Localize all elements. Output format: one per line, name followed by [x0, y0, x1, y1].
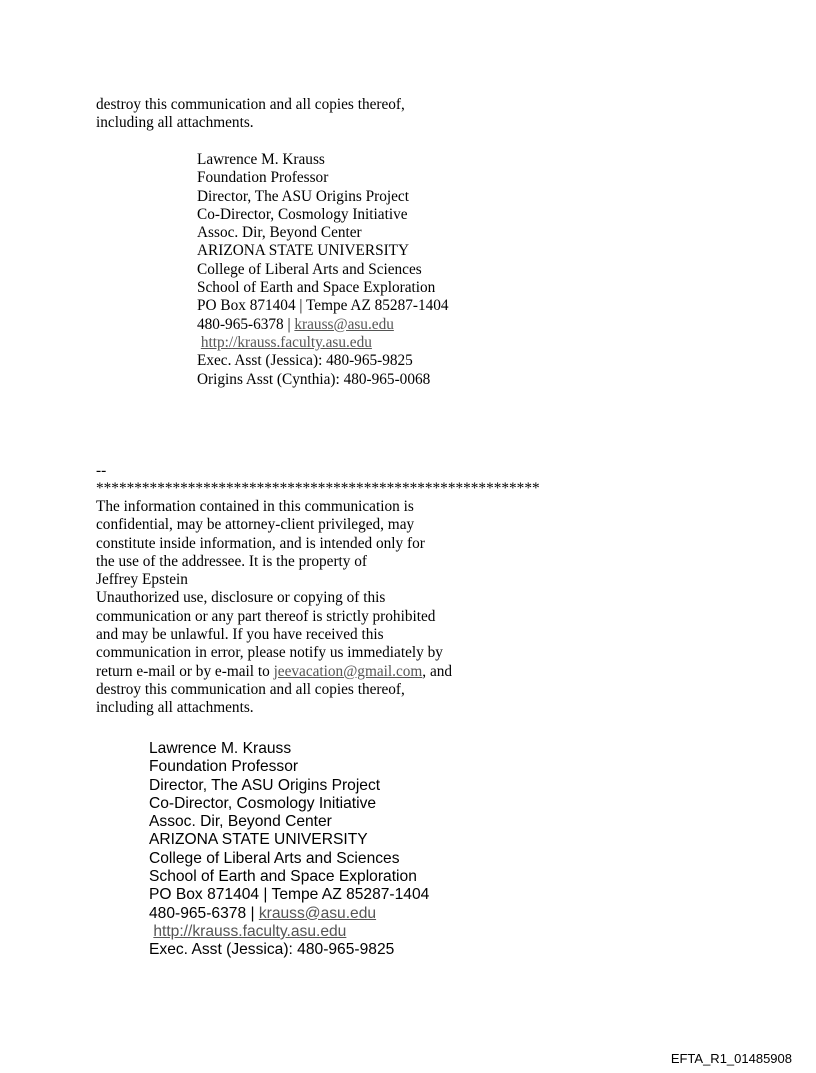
closing-line: destroy this communication and all copies thereof, [96, 96, 405, 113]
signature-website-link[interactable]: http://krauss.faculty.asu.edu [153, 922, 347, 940]
disclaimer-email-link[interactable]: jeevacation@gmail.com [273, 662, 423, 680]
disclaimer-line: Unauthorized use, disclosure or copying of this [96, 589, 386, 607]
signature-address: PO Box 871404 | Tempe AZ 85287-1404 [197, 297, 449, 315]
signature-role: Director, The ASU Origins Project [197, 187, 409, 205]
signature-phone: 480-965-6378 | [149, 904, 259, 922]
disclaimer-line: communication or any part thereof is strictly prohibited [96, 607, 436, 625]
signature-university: ARIZONA STATE UNIVERSITY [149, 831, 368, 849]
signature-email-link[interactable]: krauss@asu.edu [258, 904, 377, 922]
signature-role: Co-Director, Cosmology Initiative [149, 794, 377, 812]
signature-phone: 480-965-6378 | [197, 315, 295, 333]
disclaimer-line: Jeffrey Epstein [96, 571, 188, 589]
signature-role: Assoc. Dir, Beyond Center [197, 224, 362, 242]
signature-title: Foundation Professor [149, 758, 299, 776]
signature-university: ARIZONA STATE UNIVERSITY [197, 242, 410, 260]
disclaimer-email-suffix: , and [422, 662, 453, 680]
signature-exec-asst: Exec. Asst (Jessica): 480-965-9825 [149, 941, 395, 959]
top-closing-text [96, 96, 405, 133]
closing-line: including all attachments. [96, 114, 254, 132]
signature-origins-asst: Origins Asst (Cynthia): 480-965-0068 [197, 370, 431, 388]
signature-name: Lawrence M. Krauss [149, 740, 292, 757]
signature-website-line [197, 334, 449, 352]
signature-college: College of Liberal Arts and Sciences [197, 260, 422, 278]
signature-contact-line [197, 316, 449, 334]
disclaimer-email-line [96, 663, 452, 681]
disclaimer-block [96, 498, 452, 718]
divider-stars: ********************************************************** [96, 480, 540, 498]
signature-exec-asst: Exec. Asst (Jessica): 480-965-9825 [197, 352, 413, 370]
signature-name: Lawrence M. Krauss [197, 151, 325, 168]
signature-block-sans [149, 740, 429, 960]
signature-school: School of Earth and Space Exploration [149, 868, 417, 886]
signature-role: Assoc. Dir, Beyond Center [149, 813, 332, 831]
signature-email-link[interactable]: krauss@asu.edu [294, 315, 394, 333]
signature-title: Foundation Professor [197, 169, 329, 187]
disclaimer-line: including all attachments. [96, 699, 254, 717]
signature-contact-line [149, 905, 429, 923]
disclaimer-line: the use of the addressee. It is the property of [96, 552, 368, 570]
signature-website-line [149, 923, 429, 941]
divider-dashes: -- [96, 462, 107, 479]
signature-role: Director, The ASU Origins Project [149, 776, 381, 794]
disclaimer-line: confidential, may be attorney-client privileged, may [96, 516, 415, 534]
signature-role: Co-Director, Cosmology Initiative [197, 205, 408, 223]
signature-college: College of Liberal Arts and Sciences [149, 849, 400, 867]
signature-block-serif [197, 151, 449, 389]
signature-school: School of Earth and Space Exploration [197, 279, 436, 297]
signature-website-link[interactable]: http://krauss.faculty.asu.edu [200, 333, 372, 351]
disclaimer-line: destroy this communication and all copies thereof, [96, 680, 405, 698]
disclaimer-line: and may be unlawful. If you have received this [96, 626, 384, 644]
divider [96, 462, 540, 499]
signature-address: PO Box 871404 | Tempe AZ 85287-1404 [149, 886, 430, 904]
document-id: EFTA_R1_01485908 [670, 1051, 792, 1066]
disclaimer-email-prefix: return e-mail or by e-mail to [96, 662, 274, 680]
disclaimer-line: communication in error, please notify us immediately by [96, 644, 443, 662]
disclaimer-line: The information contained in this communication is [96, 498, 414, 515]
disclaimer-line: constitute inside information, and is intended only for [96, 534, 425, 552]
